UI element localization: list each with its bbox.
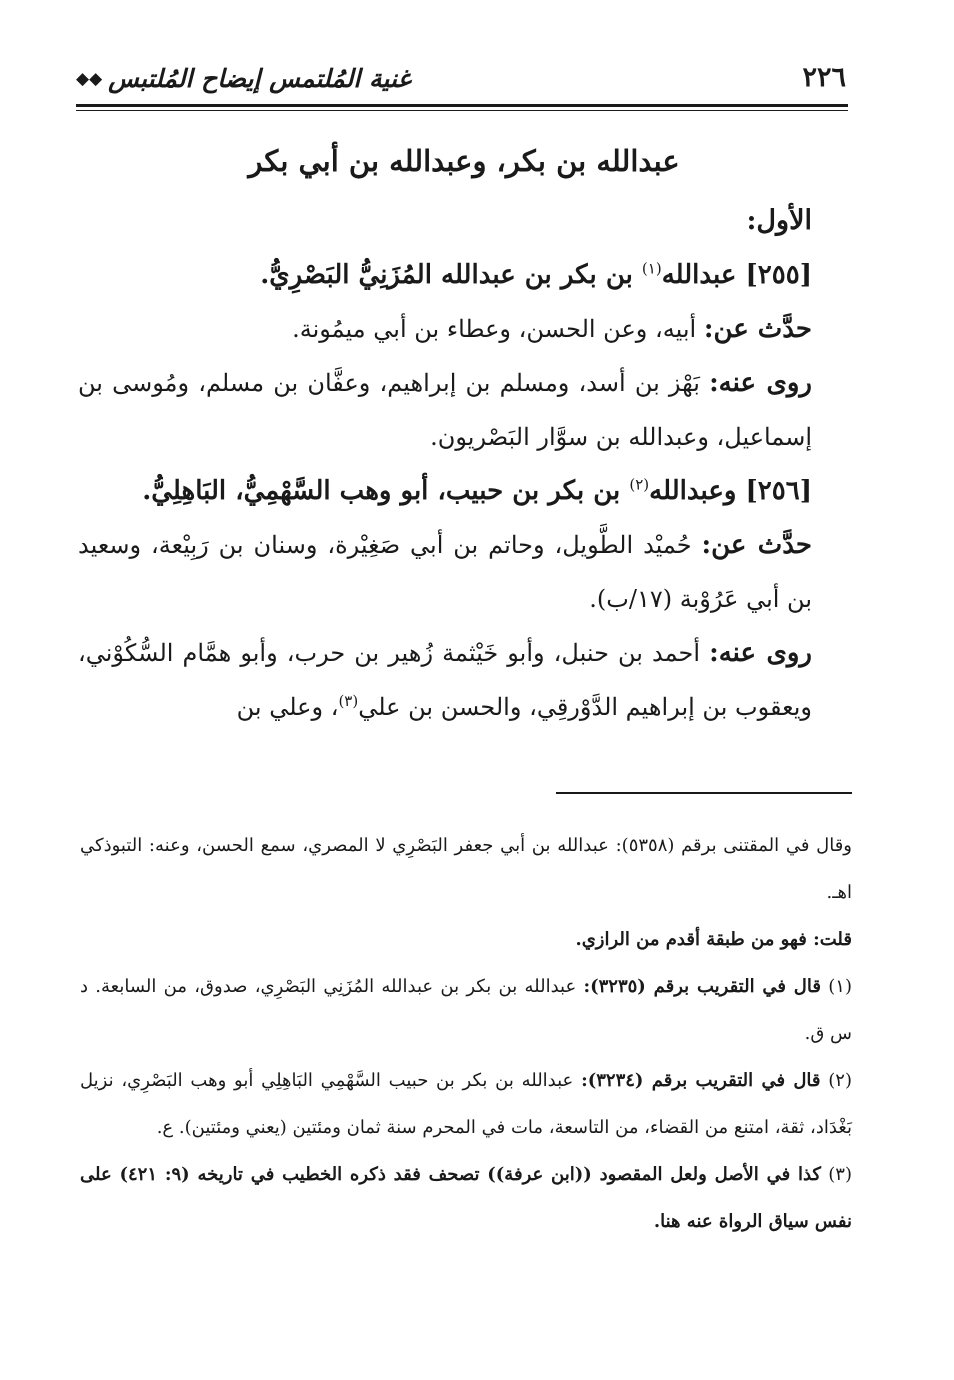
- footnote-text: عبدالله بن بكر بن حبيب السَّهْمِي البَاهِلِي أبو وهب البَصْرِي، نزيل بَغْدَاد، ثقة، امتنع من القضاء، من التاسعة، مات في المحرم سنة ثمان ومئتين (يعني ومئتين). ع.: [80, 1070, 852, 1138]
- footnote-number: (٢): [828, 1070, 852, 1091]
- page-number: ٢٢٦: [802, 62, 846, 93]
- entry-rest: بن بكر بن عبدالله المُزَنِيُّ البَصْرِيُّ.: [260, 260, 633, 290]
- label-narrators: روى عنه:: [709, 638, 812, 668]
- entry-name: عبدالله: [661, 260, 737, 290]
- book-title-group: [76, 64, 411, 93]
- entry-rest: بن بكر بن حبيب، أبو وهب السَّهْمِيُّ، البَاهِلِيُّ.: [142, 476, 621, 506]
- footnote-carryover: [80, 822, 852, 916]
- first-label: الأول:: [746, 205, 812, 236]
- footnote-marker: (٣): [338, 692, 359, 710]
- footnote-marker: (١): [641, 259, 662, 278]
- diamond-ornament-icon: ◆◆: [76, 68, 103, 89]
- footnote-source: قال في التقريب برقم (٣٢٣٥):: [583, 976, 821, 997]
- footnotes: [80, 822, 852, 1245]
- entry-number: [٢٥٦]: [745, 476, 812, 506]
- footnote-2: [80, 1057, 852, 1151]
- narrated-from-255: [78, 302, 850, 356]
- entry-256-heading: [78, 464, 850, 518]
- entry-255-heading: [78, 248, 850, 302]
- label-narrated-from: حدَّث عن:: [701, 530, 812, 560]
- footnote-marker: (٢): [629, 475, 650, 494]
- footnote-source: قال في التقريب برقم (٣٢٣٤):: [581, 1070, 821, 1091]
- footnote-carryover-2-text: قلت: فهو من طبقة أقدم من الرازي.: [575, 929, 852, 950]
- book-title: غنية المُلتمس إيضاح المُلتبس: [108, 64, 411, 93]
- header-rule-thin: [76, 110, 848, 111]
- footnote-text: عبدالله بن بكر بن عبدالله المُزَنِي البَصْرِي، صدوق، من السابعة. د س ق.: [80, 976, 852, 1044]
- footnote-number: (١): [828, 976, 852, 997]
- narrators-text: بَهْز بن أسد، ومسلم بن إبراهيم، وعفَّان بن مسلم، ومُوسى بن إسماعيل، وعبدالله بن سوَّار البَصْريون.: [78, 369, 812, 451]
- narrated-from-256: [78, 518, 850, 626]
- narrators-text: أحمد بن حنبل، وأبو خَيْثمة زُهير بن حرب، وأبو همَّام السُّكُوْني، ويعقوب بن إبراهيم الدَّوْرقِي، والحسن بن علي: [78, 639, 812, 721]
- narrators-from-him-256: [78, 626, 850, 734]
- label-narrated-from: حدَّث عن:: [703, 314, 812, 344]
- footnote-1: [80, 963, 852, 1057]
- footnote-carryover-text: وقال في المقتنى برقم (٥٣٥٨): عبدالله بن أبي جعفر البَصْرِي لا المصري، سمع الحسن، وعنه: التبوذكي اهـ.: [80, 835, 853, 903]
- header-rule-thick: [76, 104, 848, 107]
- entry-name: وعبدالله: [649, 476, 737, 506]
- entry-number: [٢٥٥]: [745, 260, 812, 290]
- running-header: [76, 58, 846, 104]
- footnote-text: كذا في الأصل ولعل المقصود ((ابن عرفة)) تصحف فقد ذكره الخطيب في تاريخه (٩: ٤٢١) على نفس سياق الرواة عنه هنا.: [80, 1164, 852, 1232]
- narrators-from-him-255: [78, 356, 850, 464]
- section-title: عبدالله بن بكر، وعبدالله بن أبي بكر: [248, 144, 680, 178]
- narrated-from-text: حُميْد الطَّويل، وحاتم بن أبي صَغِيْرة، وسنان بن رَبِيْعة، وسعيد بن أبي عَرُوْبة (١٧/ب).: [78, 531, 812, 613]
- footnote-carryover-2: [80, 916, 852, 963]
- label-narrators: روى عنه:: [709, 368, 812, 398]
- footnote-3: [80, 1151, 852, 1245]
- footnote-separator: [556, 792, 852, 794]
- main-text: [78, 134, 850, 734]
- footnote-number: (٣): [828, 1164, 852, 1185]
- narrators-text-tail: ، وعلي بن: [236, 693, 339, 721]
- narrated-from-text: أبيه، وعن الحسن، وعطاء بن أبي ميمُونة.: [292, 315, 697, 343]
